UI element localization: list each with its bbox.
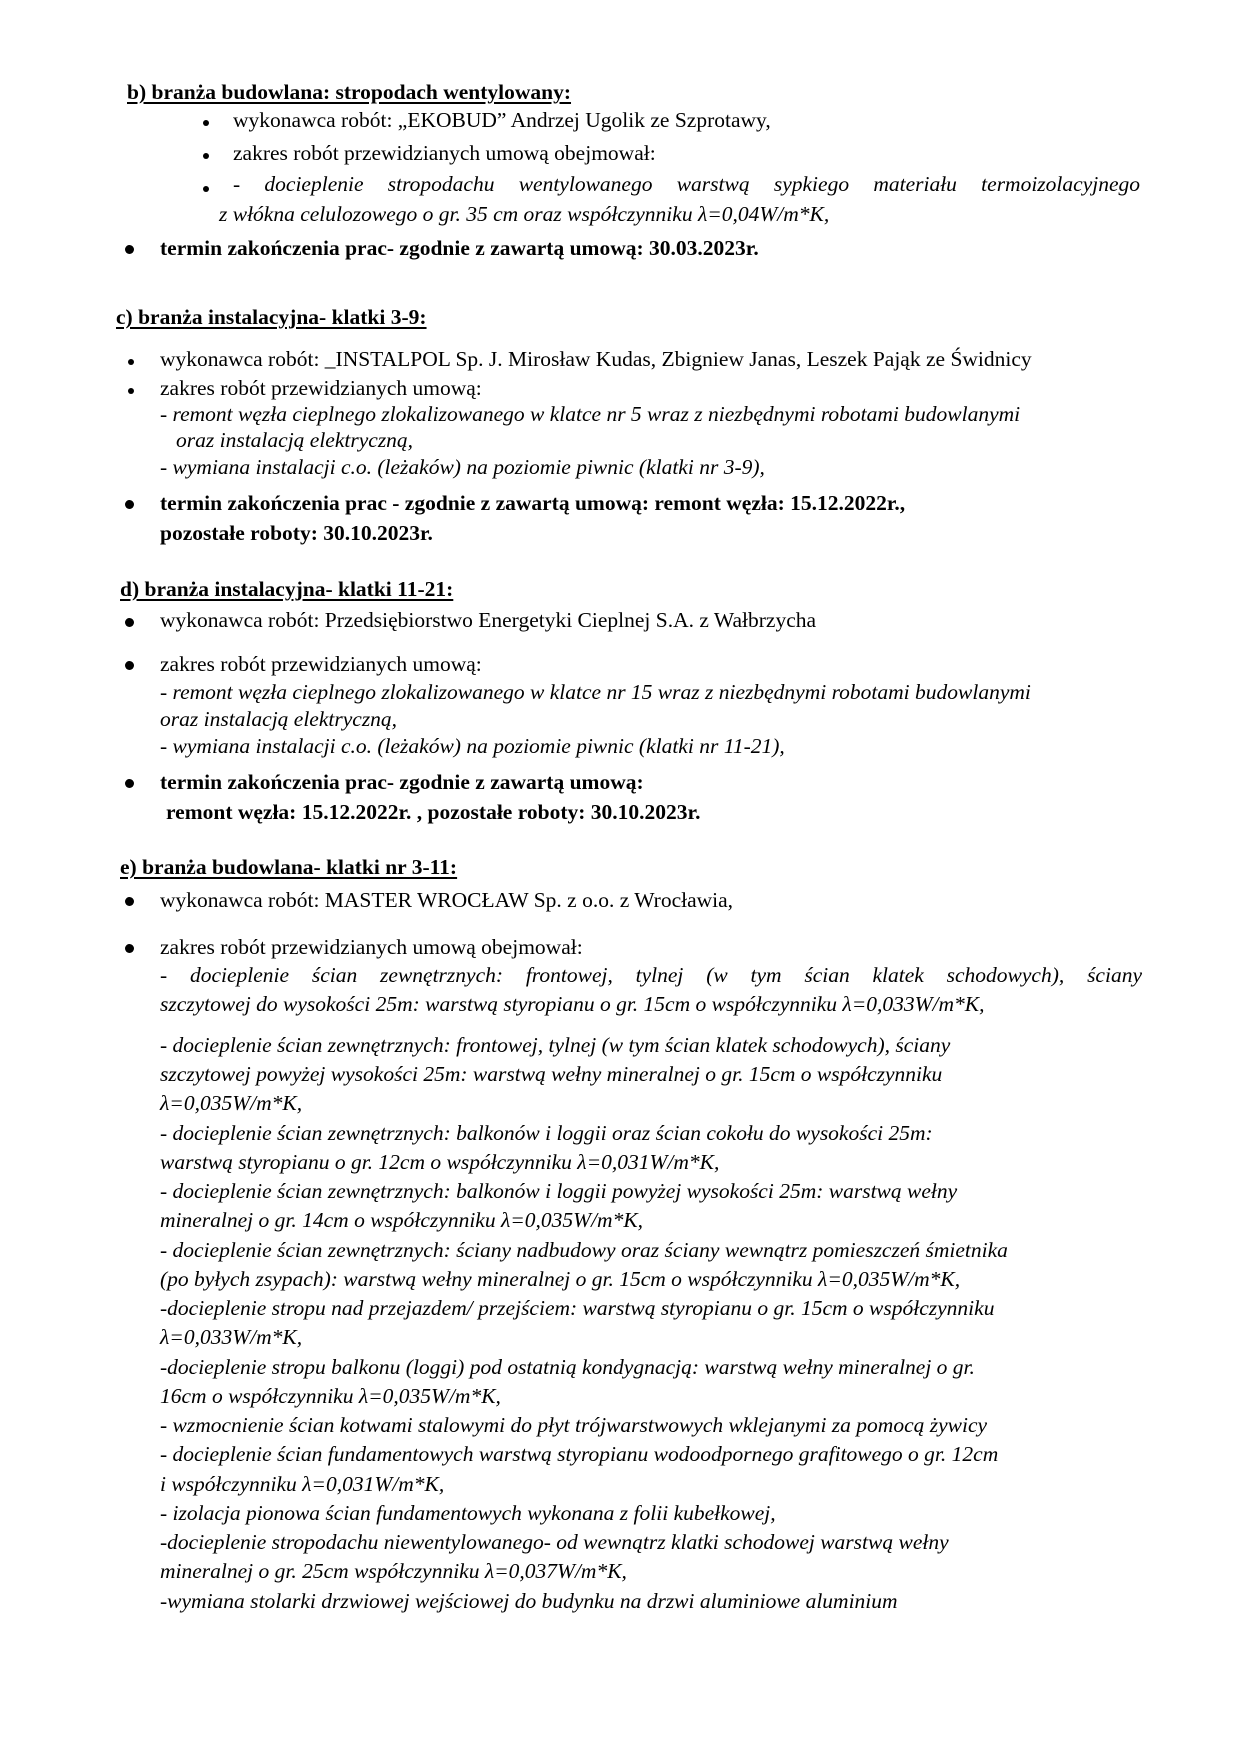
section-e-line: - izolacja pionowa ścian fundamentowych wykonana z folii kubełkowej, (160, 1501, 776, 1525)
section-b-heading: b) branża budowlana: stropodach wentylowany: (127, 80, 572, 104)
section-e-line: - wzmocnienie ścian kotwami stalowymi do płyt trójwarstwowych wklejanymi za pomocą żywicy (160, 1413, 988, 1437)
section-e-line: - docieplenie ścian zewnętrznych: balkonów i loggii powyżej wysokości 25m: warstwą wełny (160, 1179, 958, 1203)
section-e-contractor: wykonawca robót: MASTER WROCŁAW Sp. z o.o. z Wrocławia, (160, 888, 734, 912)
section-e-line: λ=0,035W/m*K, (160, 1091, 303, 1115)
section-e-line: λ=0,033W/m*K, (160, 1325, 303, 1349)
section-e-line: - docieplenie ścian zewnętrznych: ściany nadbudowy oraz ściany wewnątrz pomieszczeń śmietnika (160, 1238, 1008, 1262)
bullet-icon (125, 245, 134, 254)
bullet-icon (203, 153, 209, 159)
section-e-scope: zakres robót przewidzianych umową obejmował: (160, 935, 583, 959)
bullet-icon (128, 388, 134, 394)
section-d-item2: - wymiana instalacji c.o. (leżaków) na poziomie piwnic (klatki nr 11-21), (160, 734, 785, 758)
section-c-scope: zakres robót przewidzianych umową: (160, 376, 482, 400)
bullet-icon (125, 897, 134, 906)
section-e-line: - docieplenie ścian zewnętrznych: balkonów i loggii oraz ścian cokołu do wysokości 25m: (160, 1121, 933, 1145)
section-b-scope: zakres robót przewidzianych umową obejmował: (233, 141, 656, 165)
section-c-contractor: wykonawca robót: _INSTALPOL Sp. J. Mirosław Kudas, Zbigniew Janas, Leszek Pająk ze Świdnicy (160, 347, 1032, 371)
section-e-line: -docieplenie stropu nad przejazdem/ przejściem: warstwą styropianu o gr. 15cm o współczynniku (160, 1296, 995, 1320)
section-e-line: - docieplenie ścian zewnętrznych: frontowej, tylnej (w tym ścian klatek schodowych), ściany (160, 1033, 951, 1057)
section-d-deadline-line1: termin zakończenia prac- zgodnie z zawartą umową: (160, 770, 644, 794)
section-e-line: -wymiana stolarki drzwiowej wejściowej do budynku na drzwi aluminiowe aluminium (160, 1589, 898, 1613)
section-d-heading: d) branża instalacyjna- klatki 11-21: (120, 577, 454, 601)
section-c-item1-line1: - remont węzła cieplnego zlokalizowanego w klatce nr 5 wraz z niezbędnymi robotami budowlanymi (160, 402, 1021, 426)
section-e-line: warstwą styropianu o gr. 12cm o współczynniku λ=0,031W/m*K, (160, 1150, 720, 1174)
bullet-icon (125, 661, 134, 670)
section-c-item1-line2: oraz instalacją elektryczną, (176, 428, 414, 452)
section-e-line: (po byłych zsypach): warstwą wełny mineralnej o gr. 15cm o współczynniku λ=0,035W/m*K, (160, 1267, 961, 1291)
section-d-item1-line2: oraz instalacją elektryczną, (160, 707, 398, 731)
section-e-line: mineralnej o gr. 25cm współczynniku λ=0,037W/m*K, (160, 1559, 627, 1583)
section-c-item2: - wymiana instalacji c.o. (leżaków) na poziomie piwnic (klatki nr 3-9), (160, 455, 765, 479)
section-e-heading: e) branża budowlana- klatki nr 3-11: (120, 855, 458, 879)
section-d-deadline-line2: remont węzła: 15.12.2022r. , pozostałe roboty: 30.10.2023r. (166, 800, 701, 824)
section-e-line: -docieplenie stropodachu niewentylowanego- od wewnątrz klatki schodowej warstwą wełny (160, 1530, 949, 1554)
section-b-item1-line2: z włókna celulozowego o gr. 35 cm oraz współczynniku λ=0,04W/m*K, (219, 202, 830, 226)
bullet-icon (125, 618, 134, 627)
section-e-line: szczytowej do wysokości 25m: warstwą styropianu o gr. 15cm o współczynniku λ=0,033W/m*K, (160, 992, 985, 1016)
section-b-item1-line1: - docieplenie stropodachu wentylowanego warstwą sypkiego materiału termoizolacyjnego (233, 172, 1140, 196)
section-b-deadline: termin zakończenia prac- zgodnie z zawartą umową: 30.03.2023r. (160, 236, 759, 260)
bullet-icon (203, 186, 209, 192)
section-c-deadline-line2: pozostałe roboty: 30.10.2023r. (160, 521, 433, 545)
section-e-line: i współczynniku λ=0,031W/m*K, (160, 1472, 445, 1496)
section-e-line: -docieplenie stropu balkonu (loggi) pod ostatnią kondygnacją: warstwą wełny mineralnej o gr. (160, 1355, 975, 1379)
section-b-contractor: wykonawca robót: „EKOBUD” Andrzej Ugolik ze Szprotawy, (233, 108, 771, 132)
section-d-contractor: wykonawca robót: Przedsiębiorstwo Energetyki Cieplnej S.A. z Wałbrzycha (160, 608, 817, 632)
bullet-icon (125, 500, 134, 509)
section-e-line: - docieplenie ścian zewnętrznych: frontowej, tylnej (w tym ścian klatek schodowych), ściany (160, 963, 1142, 987)
section-e-line: szczytowej powyżej wysokości 25m: warstwą wełny mineralnej o gr. 15cm o współczynniku (160, 1062, 943, 1086)
bullet-icon (203, 120, 209, 126)
bullet-icon (128, 359, 134, 365)
bullet-icon (125, 944, 134, 953)
section-d-scope: zakres robót przewidzianych umową: (160, 652, 482, 676)
bullet-icon (125, 779, 134, 788)
section-e-line: 16cm o współczynniku λ=0,035W/m*K, (160, 1384, 501, 1408)
section-d-item1-line1: - remont węzła cieplnego zlokalizowanego w klatce nr 15 wraz z niezbędnymi robotami budowlanymi (160, 680, 1031, 704)
section-c-heading: c) branża instalacyjna- klatki 3-9: (116, 305, 427, 329)
section-e-line: - docieplenie ścian fundamentowych warstwą styropianu wodoodpornego grafitowego o gr. 12cm (160, 1442, 999, 1466)
section-e-line: mineralnej o gr. 14cm o współczynniku λ=0,035W/m*K, (160, 1208, 644, 1232)
section-c-deadline-line1: termin zakończenia prac - zgodnie z zawartą umową: remont węzła: 15.12.2022r., (160, 491, 906, 515)
